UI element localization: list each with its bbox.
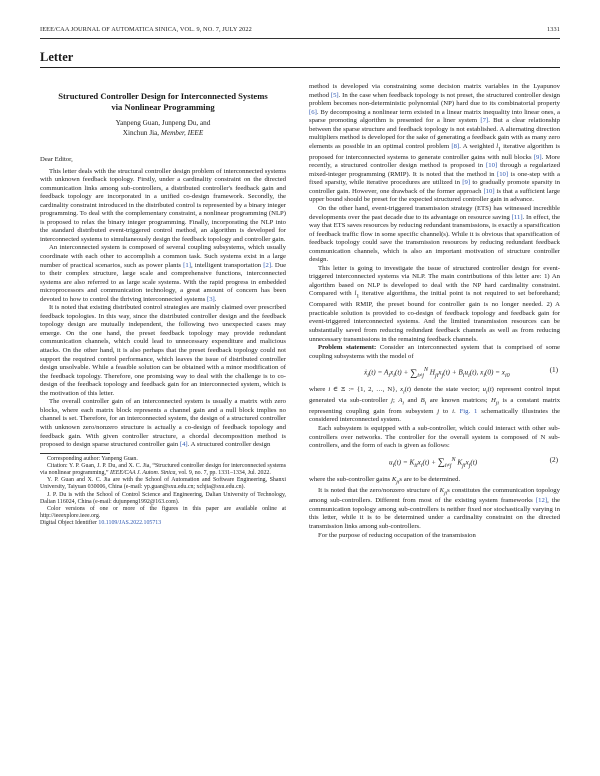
right-p1-text-d: . But a clear relationship between the sparse structure and feedback topology is not established. A alternating direction multipliers method is developed for the sake of generating a feedback gain with as many zero elements as possible in an optimal control problem [309,117,560,150]
ref-link[interactable]: [9] [533,153,542,161]
ref-link[interactable]: [7] [480,117,489,125]
right-p1-text-f: iterative algorithm is proposed for interconnected systems to generate controller gains with null blocks [309,142,561,161]
citation-text-a: Citation: Y. P. Guan, J. P. Du, and X. C. Jia, “Structured controller design for interconnected systems via nonlinear programming,” [40,462,286,476]
right-p1-text-c: . By decomposing a nonlinear term existed in a linear matrix inequality into linear ones, a sparse promoting algorithm is presented for a liner system [309,108,560,125]
corresponding-author-note: Corresponding author: Yanpeng Guan. [47,455,138,462]
right-paragraph-7: where the sub-controller gains $K_{ji}s$ are to be determined. [309,475,461,485]
right-p8-text-a: It is noted that the zero/nonzero structure of [318,486,438,494]
right-p2-text-b: . In effect, the way that ETS saves resources by reducing redundant transmissions, is exactly a sparsification of feedback traffic flow in some specific channel(s). While it is obvious that sparsification of feedback topology could save the transmission resources by reducing redundant feedback communication channels, which is also an important motivation of structure controller design. [309,213,561,264]
right-p5-text-a: where [309,386,326,394]
journal-header-text: IEEE/CAA JOURNAL OF AUTOMATICA SINICA, VOL. 9, NO. 7, JULY 2022 [40,26,252,33]
doi-label: Digital Object Identifier [40,520,97,527]
ref-link[interactable]: [6] [309,108,317,116]
left-p2-text-c: Due to their complex structure, large scale and comprehensive functions, interconnected systems are also referred to as large scale systems. With the rapid progress in embedded microprocessors and communication technology, a great amount of concern has been devoted to how to control the thriving interconnected systems [40,261,287,303]
ref-link[interactable]: [1] [183,261,191,269]
left-column [40,91,286,528]
right-paragraph-5: where i ∈ Ξ := {1, 2, …, N}, $x_i(t)$ denote the state vector; $u_i(t)$ represent control input generated via sub-controller j; $A_i$ and $B_i$ are known matrices; $H_{ji}$ is a constant matrix representing coupling gain from subsystem j to i. Fig. 1 schematically illustrates the considered interconnected system. [309,386,561,424]
citation-text-b: vol. 9, no. 7, pp. 1331–1334, Jul. 2022. [178,470,271,476]
ref-link[interactable]: [4] [179,441,188,449]
authors-line-1: Yanpeng Guan, Junpeng Du, and [115,119,211,127]
left-p3-text: It is noted that existing distributed control strategies are mainly claimed over prescribed feedback topologies. In this way, since the distributed controller design and the feedback topology design are mutually independent, the following two unexpected cases may emerge. On the one hand, the preset feedback topology may provide redundant communication channels, which could lead to unnecessary expenditure and malicious attacks. On the other hand, it is also perhaps that the preset feedback topology could not support the required control performance, which leaves the issue of distributed controller design unsolvable. While a feasible solution can be obtained with a minor modification of the feedback topology. Therefore, one promising way to deal with the challenge is to co-design of the feedback topology and feedback gain for an interconnected system, which is the motivation of this letter. [40,304,286,397]
right-p3-text-b: iterative algorithms, the initial point is not required to set beforehand; Compared with RMIP, the preset bound for controller gain is no longer needed. 2) A practicable solution is provided to co-design of feedback topology and feedback gain for event-triggered interconnected systems. And the limited transmission resources can be substantially saved from reducing redundant feedback channels as well as from reducing unnecessary transmissions in the remaining feedback channels. [309,290,561,343]
right-paragraph-9 [309,532,560,541]
equation-2-body: $u_i(t) = K_{ii}x_i(t) + \sum_{i\ne j}^N$ $K_{ji}x_j(t)$ [389,456,478,469]
author-name-2: Xinchun Jia, [122,128,160,137]
right-p5-text-e: is a constant matrix representing coupling gain from subsystem [309,397,561,415]
right-p9-text: For the purpose of reducing occupation of the transmission [318,531,476,539]
title-line-1: Structured Controller Design for Interconnected Systems [58,91,268,101]
section-rule [40,67,560,68]
affiliation-2: J. P. Du is with the School of Control Science and Engineering, Dalian University of Technology, Dalian 116024, China (e-mail: dujunpeng1992@163.com). [40,491,286,505]
doi-line [40,520,286,527]
left-paragraph-2: An interconnected system is composed of several coupling subsystems, which usually coordinate with each other to accomplish a common task. Such systems exist in a large number of practical scenarios, such as power plants [1], intelligent transportation [2]. Due to their complex structure, large scale and comprehensive functions, interconnected systems are also referred to as large scale systems. With the rapid progress in embedded microprocessors and communication technology, a great amount of concern has been devoted to how to control the thriving interconnected systems [3]. [40,244,287,303]
citation-note [40,463,286,477]
right-paragraph-4 [309,344,560,361]
left-p2-text-b: intelligent transportation [194,261,262,269]
right-p2-text-a: On the other hand, event-triggered transmission strategy (ETS) has witnessed incredible developments over the past decade due to its advantage on resource saving [309,204,560,221]
ref-link[interactable]: [8] [451,142,460,150]
section-label: Letter [40,50,74,64]
author-membership: Member, IEEE [160,128,204,137]
left-paragraph-1 [40,168,286,245]
right-p8-text-c: , the communication topology among sub-controllers is neither fixed nor stochastically varying in this letter, while it is to be determined under a cardinality constraint on the directed transmission links among sub-controllers. [309,497,561,531]
ref-link[interactable]: [10] [496,170,509,178]
ref-link[interactable]: [3] [206,295,215,303]
ref-link[interactable]: [5] [330,91,339,99]
right-p6-text: Each subsystem is equipped with a sub-controller, which could interact with other sub-controllers over networks. The controller for the overall system is composed of N sub-controllers, and the form of each is given as follows: [309,425,560,450]
equation-1-number: (1) [549,366,558,375]
right-p4-text: Consider an interconnected system that is comprised of some coupling subsystems with the model of [309,344,560,360]
right-p1-text-e: . A weighted [459,142,494,150]
page-number: 1331 [547,26,560,33]
right-p5-text-c: represent control input generated via sub-controller [309,386,560,405]
figure-link[interactable]: Fig. 1 [459,407,478,415]
problem-statement-label: Problem statement: [318,344,377,352]
equation-1-body: ẋ$_i$(t) = $A_ix_i(t) + \sum_{i\ne j}^N$ $H_{ji}x_j(t) + B_iu_i(t)$, $x_i(0) = x_{i0}$ [364,367,510,379]
title-block [40,91,286,138]
right-column [309,83,560,540]
salutation: Dear Editor, [40,156,73,163]
ref-link[interactable]: [11] [511,213,523,221]
right-paragraph-2 [309,205,560,265]
left-p4-text-a: The overall controller gain of an interconnected system is usually a matrix with zero blocks, where each matrix block represents a channel gain and a null block implies no channel is set. Therefore, for an interconnected system, the design of a structured controller with unknown zero/nonzero structure is actually a co-design of feedback topology and feedback gain. With given controller structure, a chordal decomposition method is proposed to design sparse structured controller gain [40,398,286,449]
paper-title [40,91,286,113]
right-p1-text-h: through a regularized mixed-integer programming (RMIP). It is noted that the method in [309,162,560,178]
right-p5-text-d: are known matrices; [429,397,488,405]
left-p4-text-b: . A structured controller design [187,441,271,449]
right-p1-text-g: . More recently, a structured controller design method is proposed in [309,153,560,170]
right-p5-text-f: to [443,407,449,415]
affiliation-1: Y. P. Guan and X. C. Jia are with the School of Automation and Software Engineering, Shanxi University, Taiyuan 030006, China (e-mail: yp.guan@sxu.edu.cn; xchjia@sxu.edu.cn). [40,477,286,491]
right-p1-text-b: . In the case when feedback topology is not preset, the structured controller design problem becomes non-deterministic polynomial (NP) hard due to its combinatorial property [309,91,561,108]
right-p5-text-g: schematically illustrates the considered interconnected system. [309,407,560,424]
right-p7-text-b: are to be determined. [403,475,461,483]
left-paragraph-3 [40,304,286,398]
ref-link[interactable]: [9] [462,179,471,187]
right-p1-text-j: to gradually promote sparsity in controller gain. However, one drawback of the former approach [309,179,561,195]
color-versions-note: Color versions of one or more of the figures in this paper are available online at http://ieeexplore.ieee.org. [40,506,286,520]
right-p1-text-i: is one-step with a fixed sparsity, while iterative procedures are utilized in [309,170,561,187]
footnote-rule [40,453,110,454]
right-p1-text-a: method is developed via constraining some decision matrix variables in the Lyapunov method [309,83,560,99]
right-paragraph-3: This letter is going to investigate the issue of structured controller design for event-triggered interconnected systems via NLP. The main contributions of this letter are: 1) An algorithm based on NLP is developed to deal with the NP hard cardinality constraint. Compared with $l_1$ iterative algorithms, the initial point is not required to set beforehand; Compared with RMIP, the preset bound for controller gain is no longer needed. 2) A practicable solution is provided to co-design of feedback topology and feedback gain for event-triggered interconnected systems. And the limited transmission resources can be substantially saved from reducing redundant feedback channels as well as from reducing unnecessary transmissions in the remaining feedback channels. [309,264,561,343]
left-p2-text-a: An interconnected system is composed of several coupling subsystems, which usually coordinate with each other to accomplish a common task. Such systems exist in a large number of practical scenarios, such as power plants [40,244,286,269]
ref-link[interactable]: [10] [483,187,495,195]
header-rule [40,38,560,39]
title-line-2: via Nonlinear Programming [111,102,215,112]
right-paragraph-1: method is developed via constraining some decision matrix variables in the Lyapunov method [5]. In the case when feedback topology is not preset, the structured controller design problem becomes non-deterministic polynomial (NP) hard due to its combinatorial property [6]. By decomposing a nonlinear term existed in a linear matrix inequality into linear ones, a sparse promoting algorithm is presented for a liner system [7]. But a clear relationship between the sparse structure and feedback topology is not established. A alternating direction multipliers method is developed for the sake of generating a feedback gain with as many zero elements as possible in an optimal control problem [8]. A weighted $l_1$ iterative algorithm is proposed for interconnected systems to generate controller gains with null blocks [9]. More recently, a structured controller design method is proposed in [10] through a regularized mixed-integer programming (RMIP). It is noted that the method in [10] is one-step with a fixed sparsity, while iterative procedures are utilized in [9] to gradually promote sparsity in controller gain. However, one drawback of the former approach [10] is that a sufficient large upper bound should be preset for the expected structured controller gain in advance. [309,83,561,204]
ref-link[interactable]: [2] [263,261,272,269]
right-p8-text-b: constitutes the communication topology among sub-controllers. Different from most of the existing system frameworks [309,486,560,505]
right-p1-text-k: is that a sufficient large upper bound should be preset for the expected structured controller gain in advance. [309,187,561,204]
right-paragraph-6 [309,425,560,451]
left-paragraph-4 [40,398,286,449]
citation-journal: IEEE/CAA J. Autom. Sinica, [110,470,177,476]
authors [40,119,286,138]
equation-2 [309,451,560,476]
equation-2-number: (2) [549,455,558,464]
right-p7-text-a: where the sub-controller gains [309,475,391,483]
right-paragraph-8: It is noted that the zero/nonzero structure of $K_{ji}s$ constitutes the communication topology among sub-controllers. Different from most of the existing system frameworks [12], the communication topology among sub-controllers is neither fixed nor stochastically varying in this letter, while it is to be determined under a cardinality constraint on the directed transmission links among sub-controllers. [309,486,561,531]
equation-1 [309,361,560,386]
journal-header [40,26,560,33]
left-p1-text: This letter deals with the structural controller design problem of interconnected systems with unknown feedback topology. Firstly, under a cardinality constraint on the directed communication links among sub-controllers, a distributed controller's feedback gain and feedback topology are incorporated in a unified co-design framework. Secondly, the cardinality constraint introduced in the distributed control is represented by a binary integer programming. To deal with the complementary constraint, a nonlinear programming (NLP) is proposed to relax the binary integer programming. Finally, incorporating the NLP into the standard distributed event-triggered control method, an algorithm is developed for interconnected systems to simultaneously design the feedback topology and controller gain. [40,167,286,243]
ref-link[interactable]: [12] [535,497,548,505]
right-p5-text-b: denote the state vector; [413,386,480,394]
doi-link[interactable]: 10.1109/JAS.2022.105713 [98,520,162,527]
ref-link[interactable]: [10] [486,162,498,170]
right-p3-text-a: This letter is going to investigate the issue of structured controller design for event-triggered interconnected systems via NLP. The main contributions of this letter are: 1) An algorithm based on NLP is developed to deal with the NP hard cardinality constraint. Compared with [309,264,560,298]
